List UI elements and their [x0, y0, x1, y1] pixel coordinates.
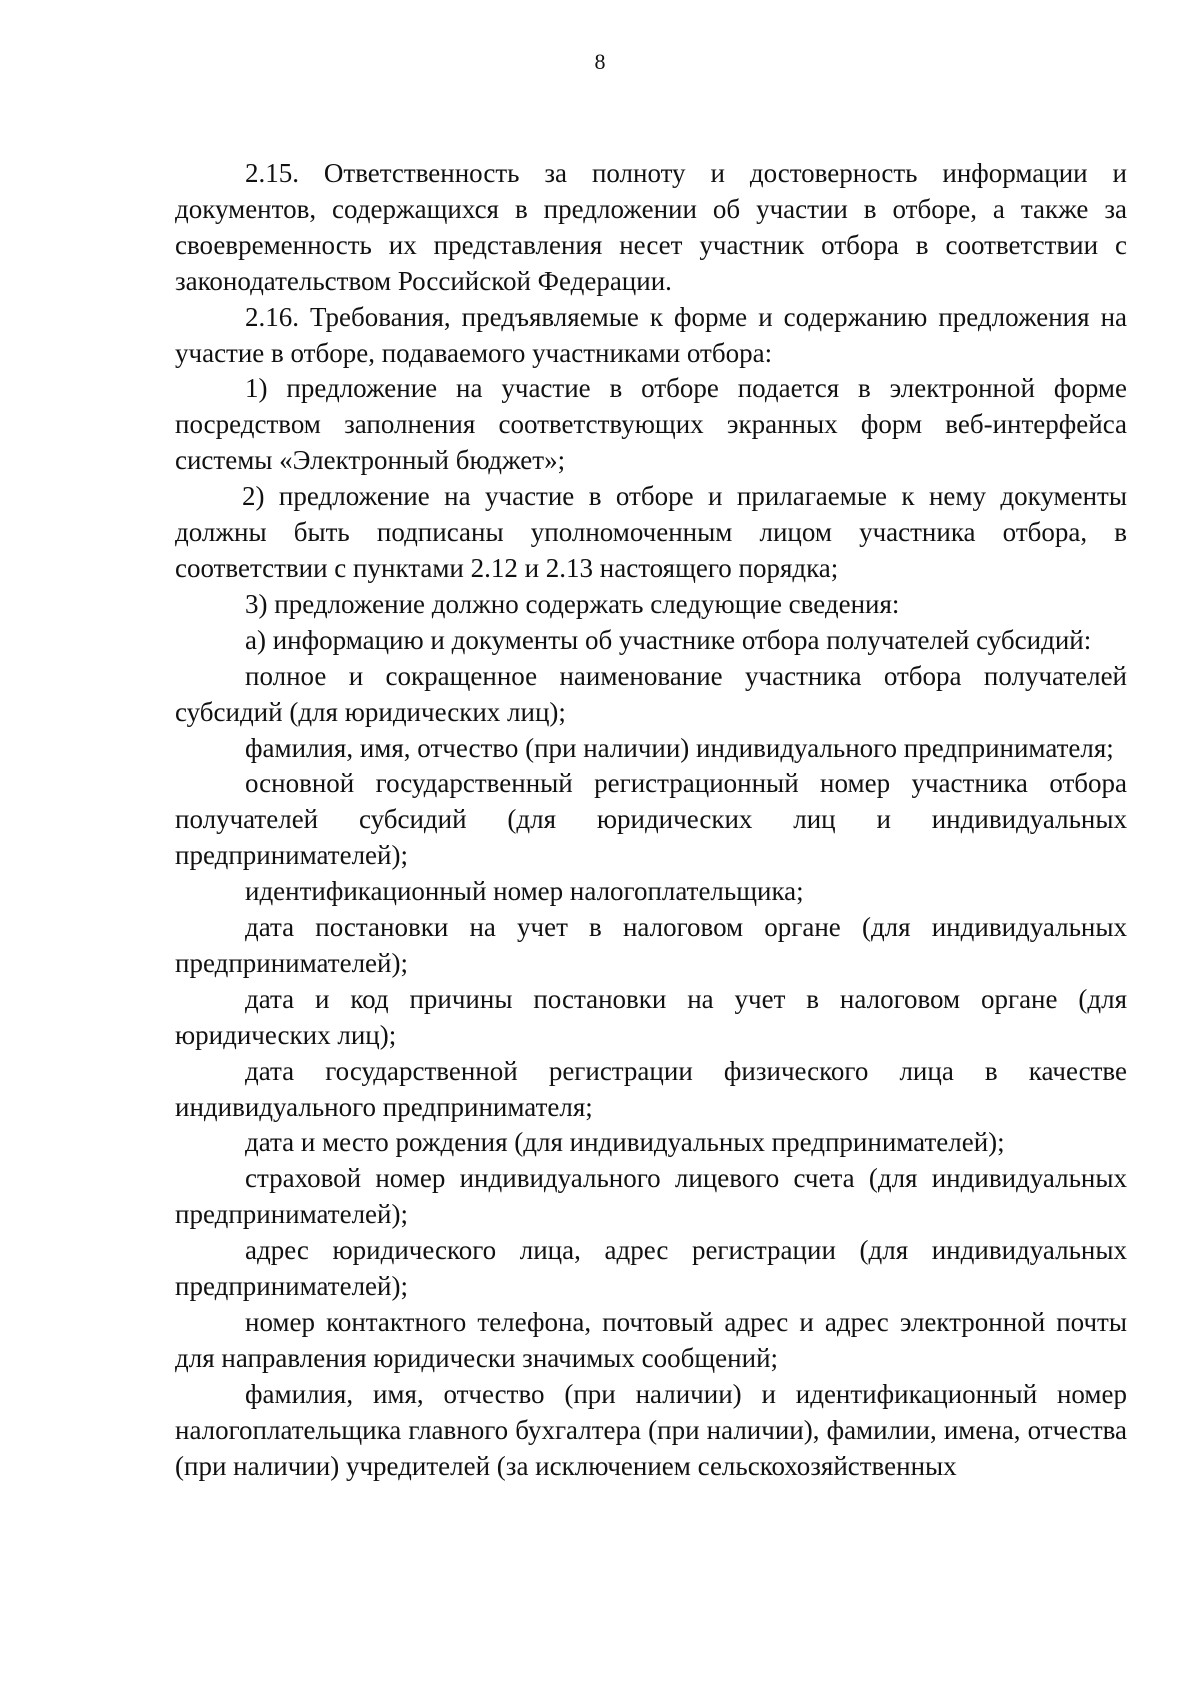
paragraph-item-3: 3) предложение должно содержать следующие сведения: — [245, 588, 900, 619]
paragraph-address: адрес юридического лица, адрес регистрации (для индивидуальных предпринимателей); — [175, 1235, 1127, 1302]
paragraph-tax-registration-date: дата постановки на учет в налоговом органе (для индивидуальных предпринимателей); — [175, 912, 1127, 978]
paragraph-item-a: а) информацию и документы об участнике отбора получателей субсидий: — [245, 624, 1092, 655]
paragraph-ogrn: основной государственный регистрационный номер участника отбора получателей субсидий (для юридических лиц и индивидуальных предпринимателей); — [175, 768, 1127, 871]
paragraph-2-16: 2.16. Требования, предъявляемые к форме и содержанию предложения на участие в отборе, подаваемого участниками отбора: — [175, 301, 1127, 368]
paragraph-contacts: номер контактного телефона, почтовый адрес и адрес электронной почты для направления юридически значимых сообщений; — [175, 1307, 1127, 1373]
paragraph-accountant-founders: фамилия, имя, отчество (при наличии) и идентификационный номер налогоплательщика главного бухгалтера (при наличии), фамилии, имена, отчества (при наличии) учредителей (за исключением сельскохозяйственных — [175, 1378, 1127, 1481]
paragraph-snils: страховой номер индивидуального лицевого счета (для индивидуальных предпринимателей); — [175, 1163, 1127, 1230]
document-body — [175, 156, 1127, 1485]
paragraph-2-15: 2.15. Ответственность за полноту и достоверность информации и документов, содержащихся в предложении об участии в отборе, а также за своевременность их представления несет участник отбора в соответствии с законодательством Российской Федерации. — [175, 158, 1127, 296]
paragraph-state-registration: дата государственной регистрации физического лица в качестве индивидуального предпринимателя; — [175, 1055, 1127, 1122]
paragraph-fio: фамилия, имя, отчество (при наличии) индивидуального предпринимателя; — [245, 732, 1114, 763]
paragraph-full-name: полное и сокращенное наименование участника отбора получателей субсидий (для юридических лиц); — [175, 660, 1127, 727]
paragraph-item-2: 2) предложение на участие в отборе и прилагаемые к нему документы должны быть подписаны уполномоченным лицом участника отбора, в соответствии с пунктами 2.12 и 2.13 настоящего порядка; — [175, 481, 1127, 583]
paragraph-item-1: 1) предложение на участие в отборе подается в электронной форме посредством заполнения соответствующих экранных форм веб-интерфейса системы «Электронный бюджет»; — [175, 373, 1127, 476]
paragraph-inn: идентификационный номер налогоплательщика; — [245, 876, 804, 907]
paragraph-kpp: дата и код причины постановки на учет в налоговом органе (для юридических лиц); — [175, 983, 1127, 1050]
paragraph-birth: дата и место рождения (для индивидуальных предпринимателей); — [245, 1127, 1005, 1158]
page-number: 8 — [594, 49, 606, 74]
